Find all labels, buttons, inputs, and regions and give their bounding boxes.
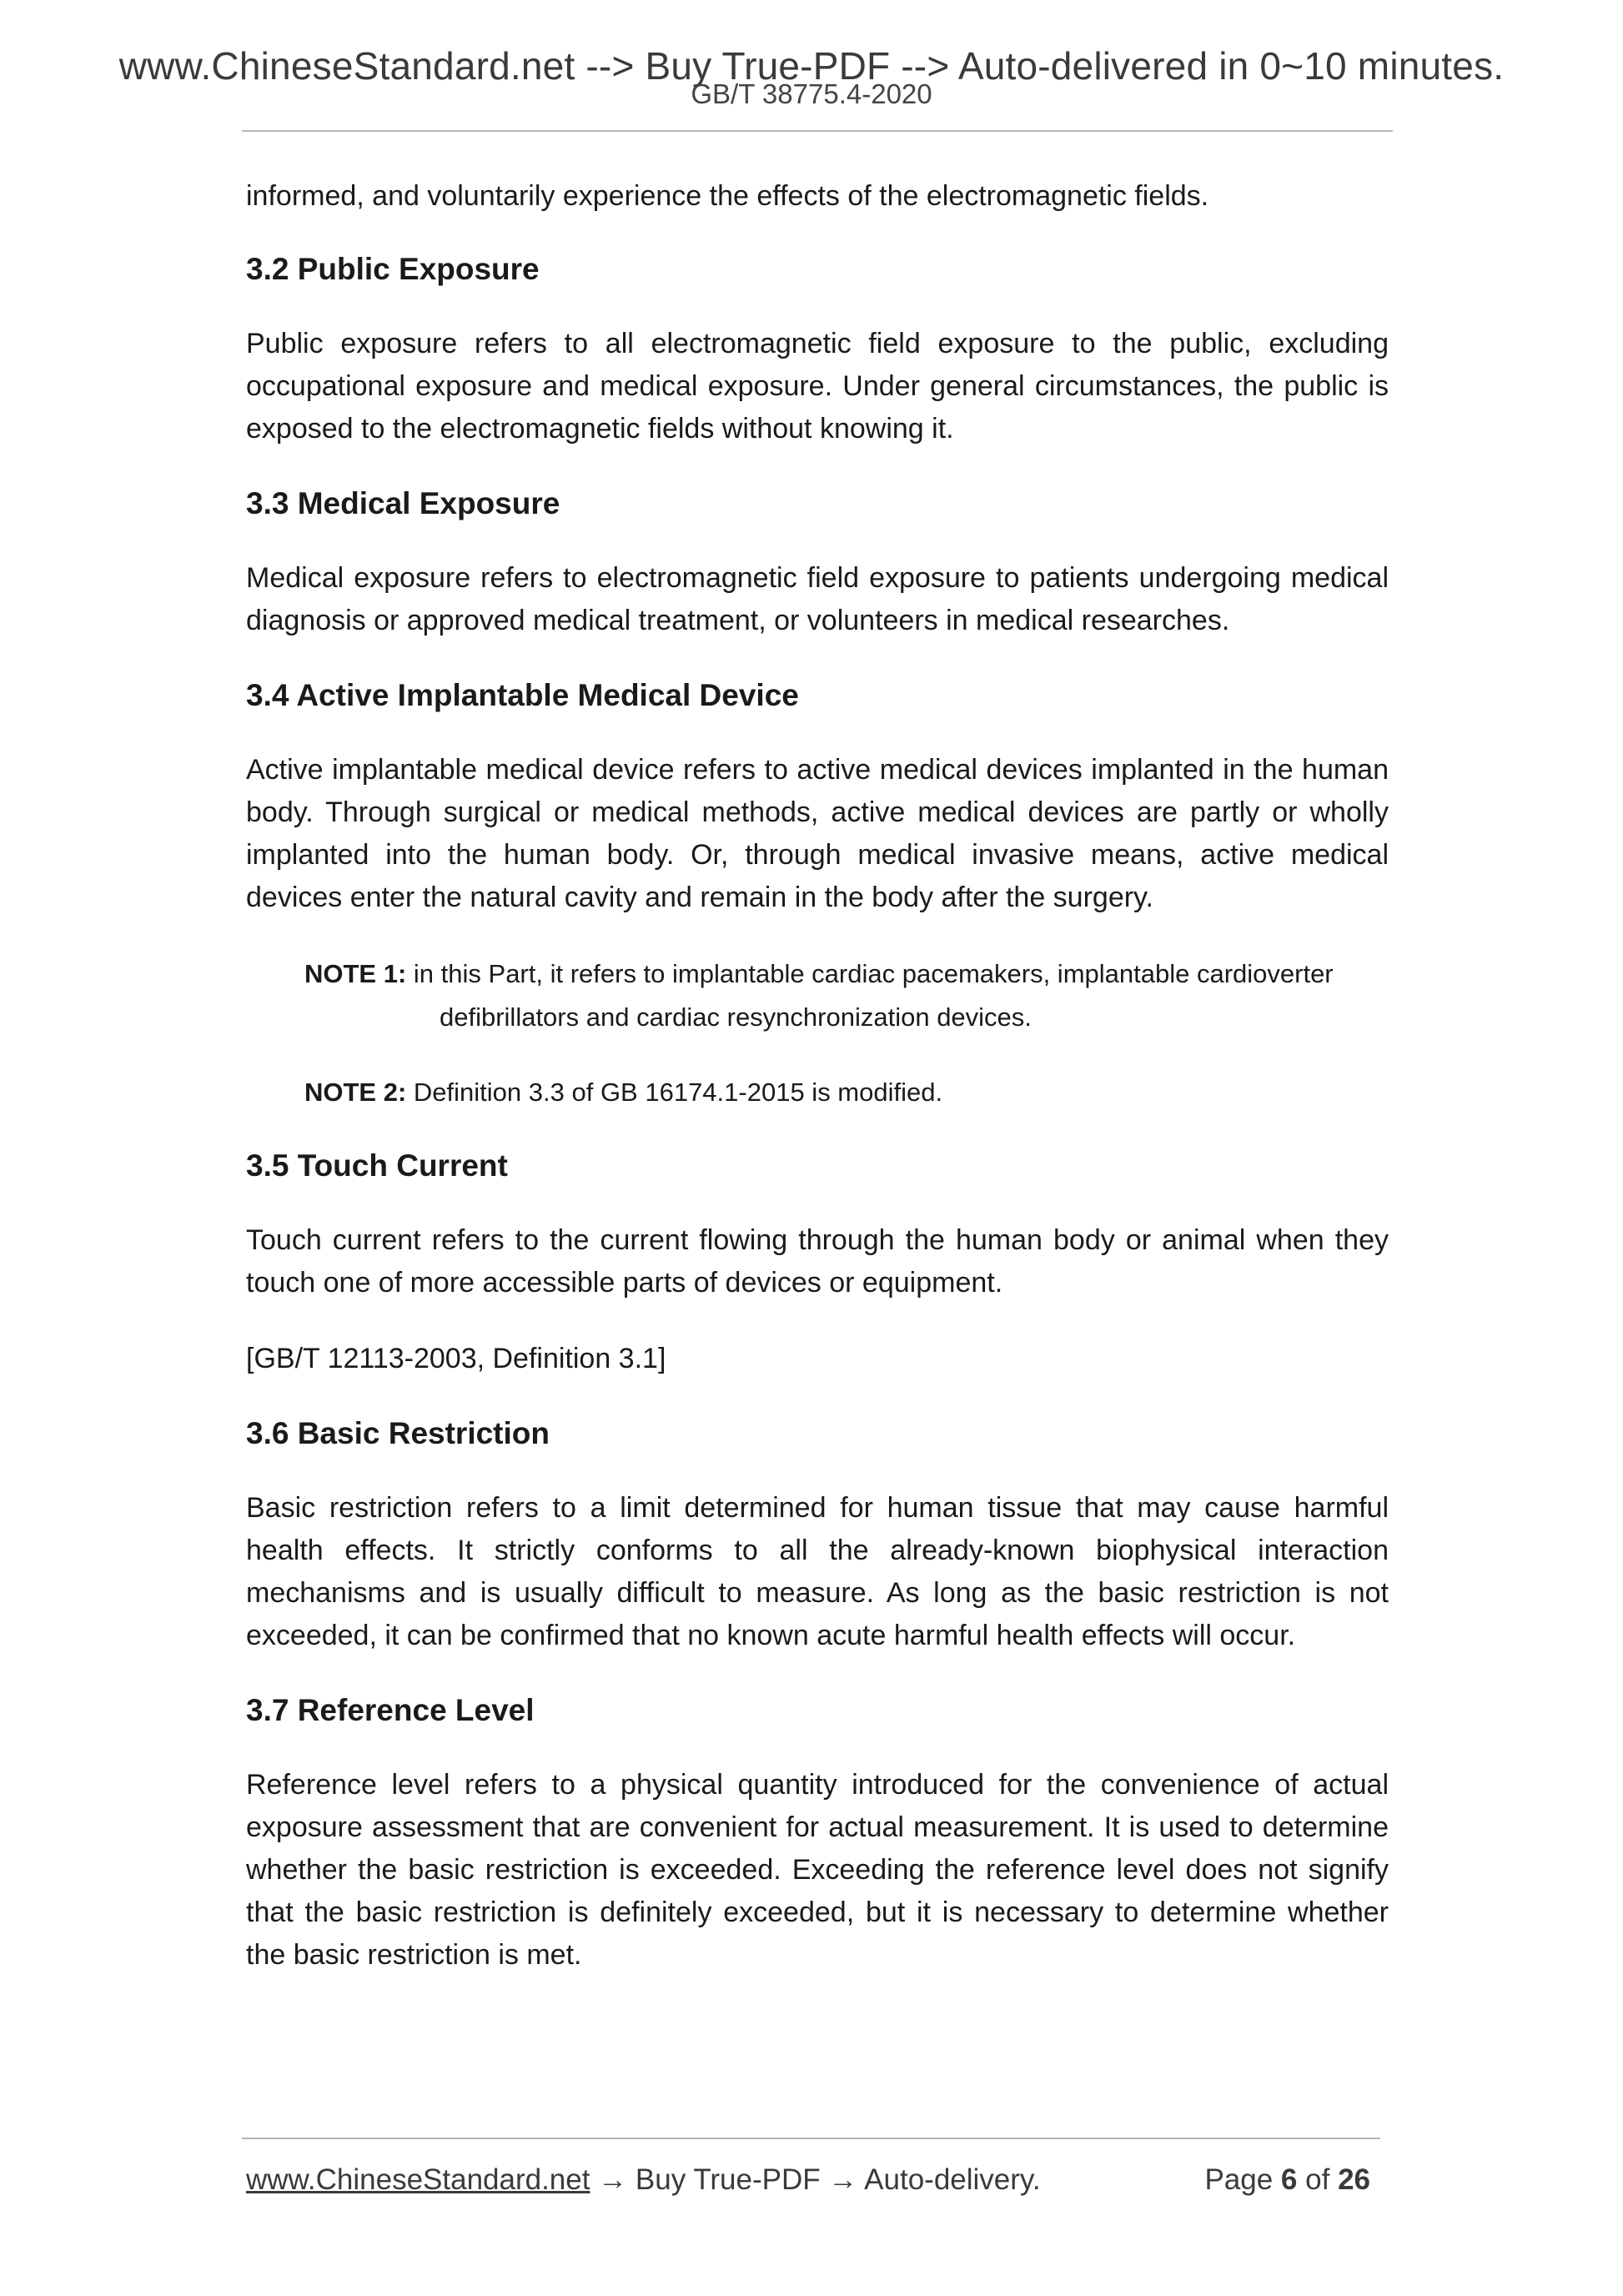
document-body bbox=[246, 175, 1389, 2010]
page-number: 6 bbox=[1280, 2163, 1298, 2196]
section-heading-3-2: 3.2 Public Exposure bbox=[246, 252, 540, 286]
section-heading-3-7: 3.7 Reference Level bbox=[246, 1693, 535, 1727]
note-1-label: NOTE 1: bbox=[304, 959, 407, 988]
footer-tagline: → Buy True-PDF → Auto-delivery. bbox=[590, 2163, 1041, 2196]
section-paragraph-3-6: Basic restriction refers to a limit determined for human tissue that may cause harmful health effects. It strictly conforms to all the already-known biophysical interaction mechanisms and is usually difficult to measure. As long as the basic restriction is not exceeded, it can be confirmed that no known acute harmful health effects will occur. bbox=[246, 1492, 1389, 1651]
of-label: of bbox=[1305, 2163, 1330, 2196]
note-2-text: Definition 3.3 of GB 16174.1-2015 is modified. bbox=[413, 1078, 943, 1107]
standard-code: GB/T 38775.4-2020 bbox=[691, 78, 932, 109]
section-paragraph-3-2: Public exposure refers to all electromagnetic field exposure to the public, excluding occupational exposure and medical exposure. Under general circumstances, the public is exposed to the electromagnetic fields without knowing it. bbox=[246, 328, 1389, 445]
header-divider bbox=[242, 130, 1393, 132]
page-total: 26 bbox=[1338, 2163, 1370, 2196]
section-paragraph-3-3: Medical exposure refers to electromagnetic field exposure to patients undergoing medical diagnosis or approved medical treatment, or volunteers in medical researches. bbox=[246, 562, 1389, 636]
section-heading-3-6: 3.6 Basic Restriction bbox=[246, 1416, 550, 1450]
note-1 bbox=[304, 952, 1389, 1039]
note-1-continuation: defibrillators and cardiac resynchronization devices. bbox=[440, 1002, 1032, 1032]
reference-citation: [GB/T 12113-2003, Definition 3.1] bbox=[246, 1343, 666, 1374]
note-2 bbox=[304, 1071, 1389, 1114]
note-2-label: NOTE 2: bbox=[304, 1078, 407, 1107]
footer-left bbox=[246, 2163, 1041, 2197]
footer-divider bbox=[242, 2138, 1380, 2139]
page-label: Page bbox=[1204, 2163, 1274, 2196]
section-paragraph-3-7: Reference level refers to a physical quantity introduced for the convenience of actual exposure assessment that are convenient for actual measurement. It is used to determine whether the basic restriction is exceeded. Exceeding the reference level does not signify that the basic restriction is definitely exceeded, but it is necessary to determine whether the basic restriction is met. bbox=[246, 1769, 1389, 1971]
intro-paragraph: informed, and voluntarily experience the effects of the electromagnetic fields. bbox=[246, 180, 1209, 212]
page-indicator bbox=[1204, 2163, 1370, 2197]
section-heading-3-4: 3.4 Active Implantable Medical Device bbox=[246, 678, 799, 712]
section-paragraph-3-5: Touch current refers to the current flowing through the human body or animal when they touch one of more accessible parts of devices or equipment. bbox=[246, 1224, 1389, 1299]
note-1-text: in this Part, it refers to implantable cardiac pacemakers, implantable cardioverter bbox=[413, 959, 1334, 988]
top-banner: www.ChineseStandard.net --> Buy True-PDF --> Auto-delivered in 0~10 minutes. bbox=[118, 44, 1505, 88]
section-heading-3-3: 3.3 Medical Exposure bbox=[246, 486, 560, 520]
section-paragraph-3-4: Active implantable medical device refers to active medical devices implanted in the human body. Through surgical or medical methods, active medical devices are partly or wholly implanted into the human body. Or, through medical invasive means, active medical devices enter the natural cavity and remain in the body after the surgery. bbox=[246, 754, 1389, 913]
section-heading-3-5: 3.5 Touch Current bbox=[246, 1148, 508, 1183]
footer-site-link[interactable]: www.ChineseStandard.net bbox=[246, 2163, 590, 2196]
